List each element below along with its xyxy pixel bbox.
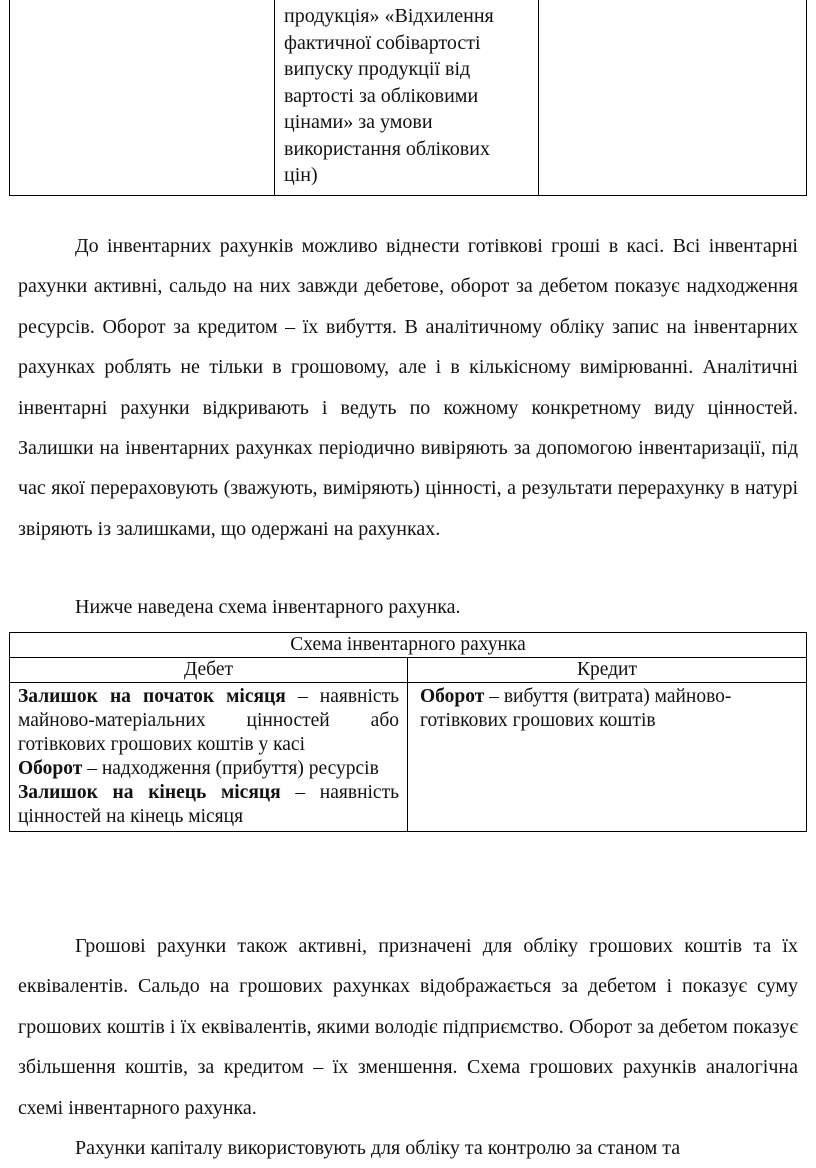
term: Оборот	[18, 758, 83, 779]
cell-line: цінами» за умови	[284, 111, 433, 133]
debit-cell	[10, 683, 408, 832]
scheme-header-row	[10, 658, 807, 683]
debit-header: Дебет	[10, 658, 408, 683]
cell-line: продукція» «Відхилення	[284, 5, 494, 27]
description: – надходження (прибуття) ресурсів	[82, 758, 379, 779]
table-row	[10, 0, 807, 196]
cell-line: використання облікових	[284, 137, 490, 160]
top-table-fragment	[9, 0, 807, 196]
term: Залишок на початок місяця	[18, 686, 286, 707]
debit-item-closing-balance	[18, 781, 399, 829]
description: – наявність цінностей на кінець місяця	[18, 782, 399, 827]
paragraph-capital-accounts: Рахунки капіталу використовують для обліку та контролю за станом та	[75, 1137, 681, 1159]
cell-line: вартості за обліковими	[284, 84, 479, 107]
cell-line: фактичної собівартості	[284, 31, 481, 54]
cell-line: випуску продукції від	[284, 58, 471, 80]
credit-header: Кредит	[408, 658, 807, 683]
debit-item-opening-balance	[18, 685, 399, 757]
paragraph-inventory-accounts: До інвентарних рахунків можливо віднести готівкові гроші в касі. Всі інвентарні рахунки активні, сальдо на них завжди дебетове, оборот за дебетом показує надходження ресурсів. Оборот за кредитом – їх вибуття. В аналітичному обліку запис на інвентарних рахунках роблять не тільки в грошовому, але і в кількісному вимірюванні. Аналітичні інвентарні рахунки відкривають і ведуть по кожному конкретному виду цінностей. Залишки на інвентарних рахунках періодично вивіряють за допомогою інвентаризації, під час якої перераховують (зважують, виміряють) цінності, а результати перерахунку в натурі звіряють із залишками, що одержані на рахунках.	[18, 235, 798, 540]
debit-item-turnover	[18, 757, 399, 781]
term: Оборот	[420, 686, 485, 707]
scheme-title-row	[10, 633, 807, 658]
description: – наявність майново-матеріальних цінностей або готівкових грошових коштів у касі	[18, 686, 399, 755]
table-cell-text	[275, 0, 539, 196]
inventory-account-scheme-table	[9, 632, 807, 832]
credit-cell	[408, 683, 807, 832]
scheme-body-row	[10, 683, 807, 832]
table-cell-empty	[10, 0, 275, 196]
scheme-title: Схема інвентарного рахунка	[10, 633, 807, 658]
term: Залишок на кінець місяця	[18, 782, 281, 803]
description: – вибуття (витрата) майново-готівкових грошових коштів	[420, 686, 732, 731]
paragraph-scheme-intro: Нижче наведена схема інвентарного рахунка.	[75, 596, 461, 618]
paragraph-cash-accounts: Грошові рахунки також активні, призначені для обліку грошових коштів та їх еквівалентів. Сальдо на грошових рахунках відображається за дебетом і показує суму грошових коштів і їх еквівалентів, якими володіє підприємство. Оборот за дебетом показує збільшення коштів, за кредитом – їх зменшення. Схема грошових рахунків аналогічна схемі інвентарного рахунка.	[18, 935, 798, 1119]
credit-item-turnover	[420, 685, 798, 733]
table-cell-empty	[539, 0, 807, 196]
cell-line: цін)	[284, 164, 318, 186]
